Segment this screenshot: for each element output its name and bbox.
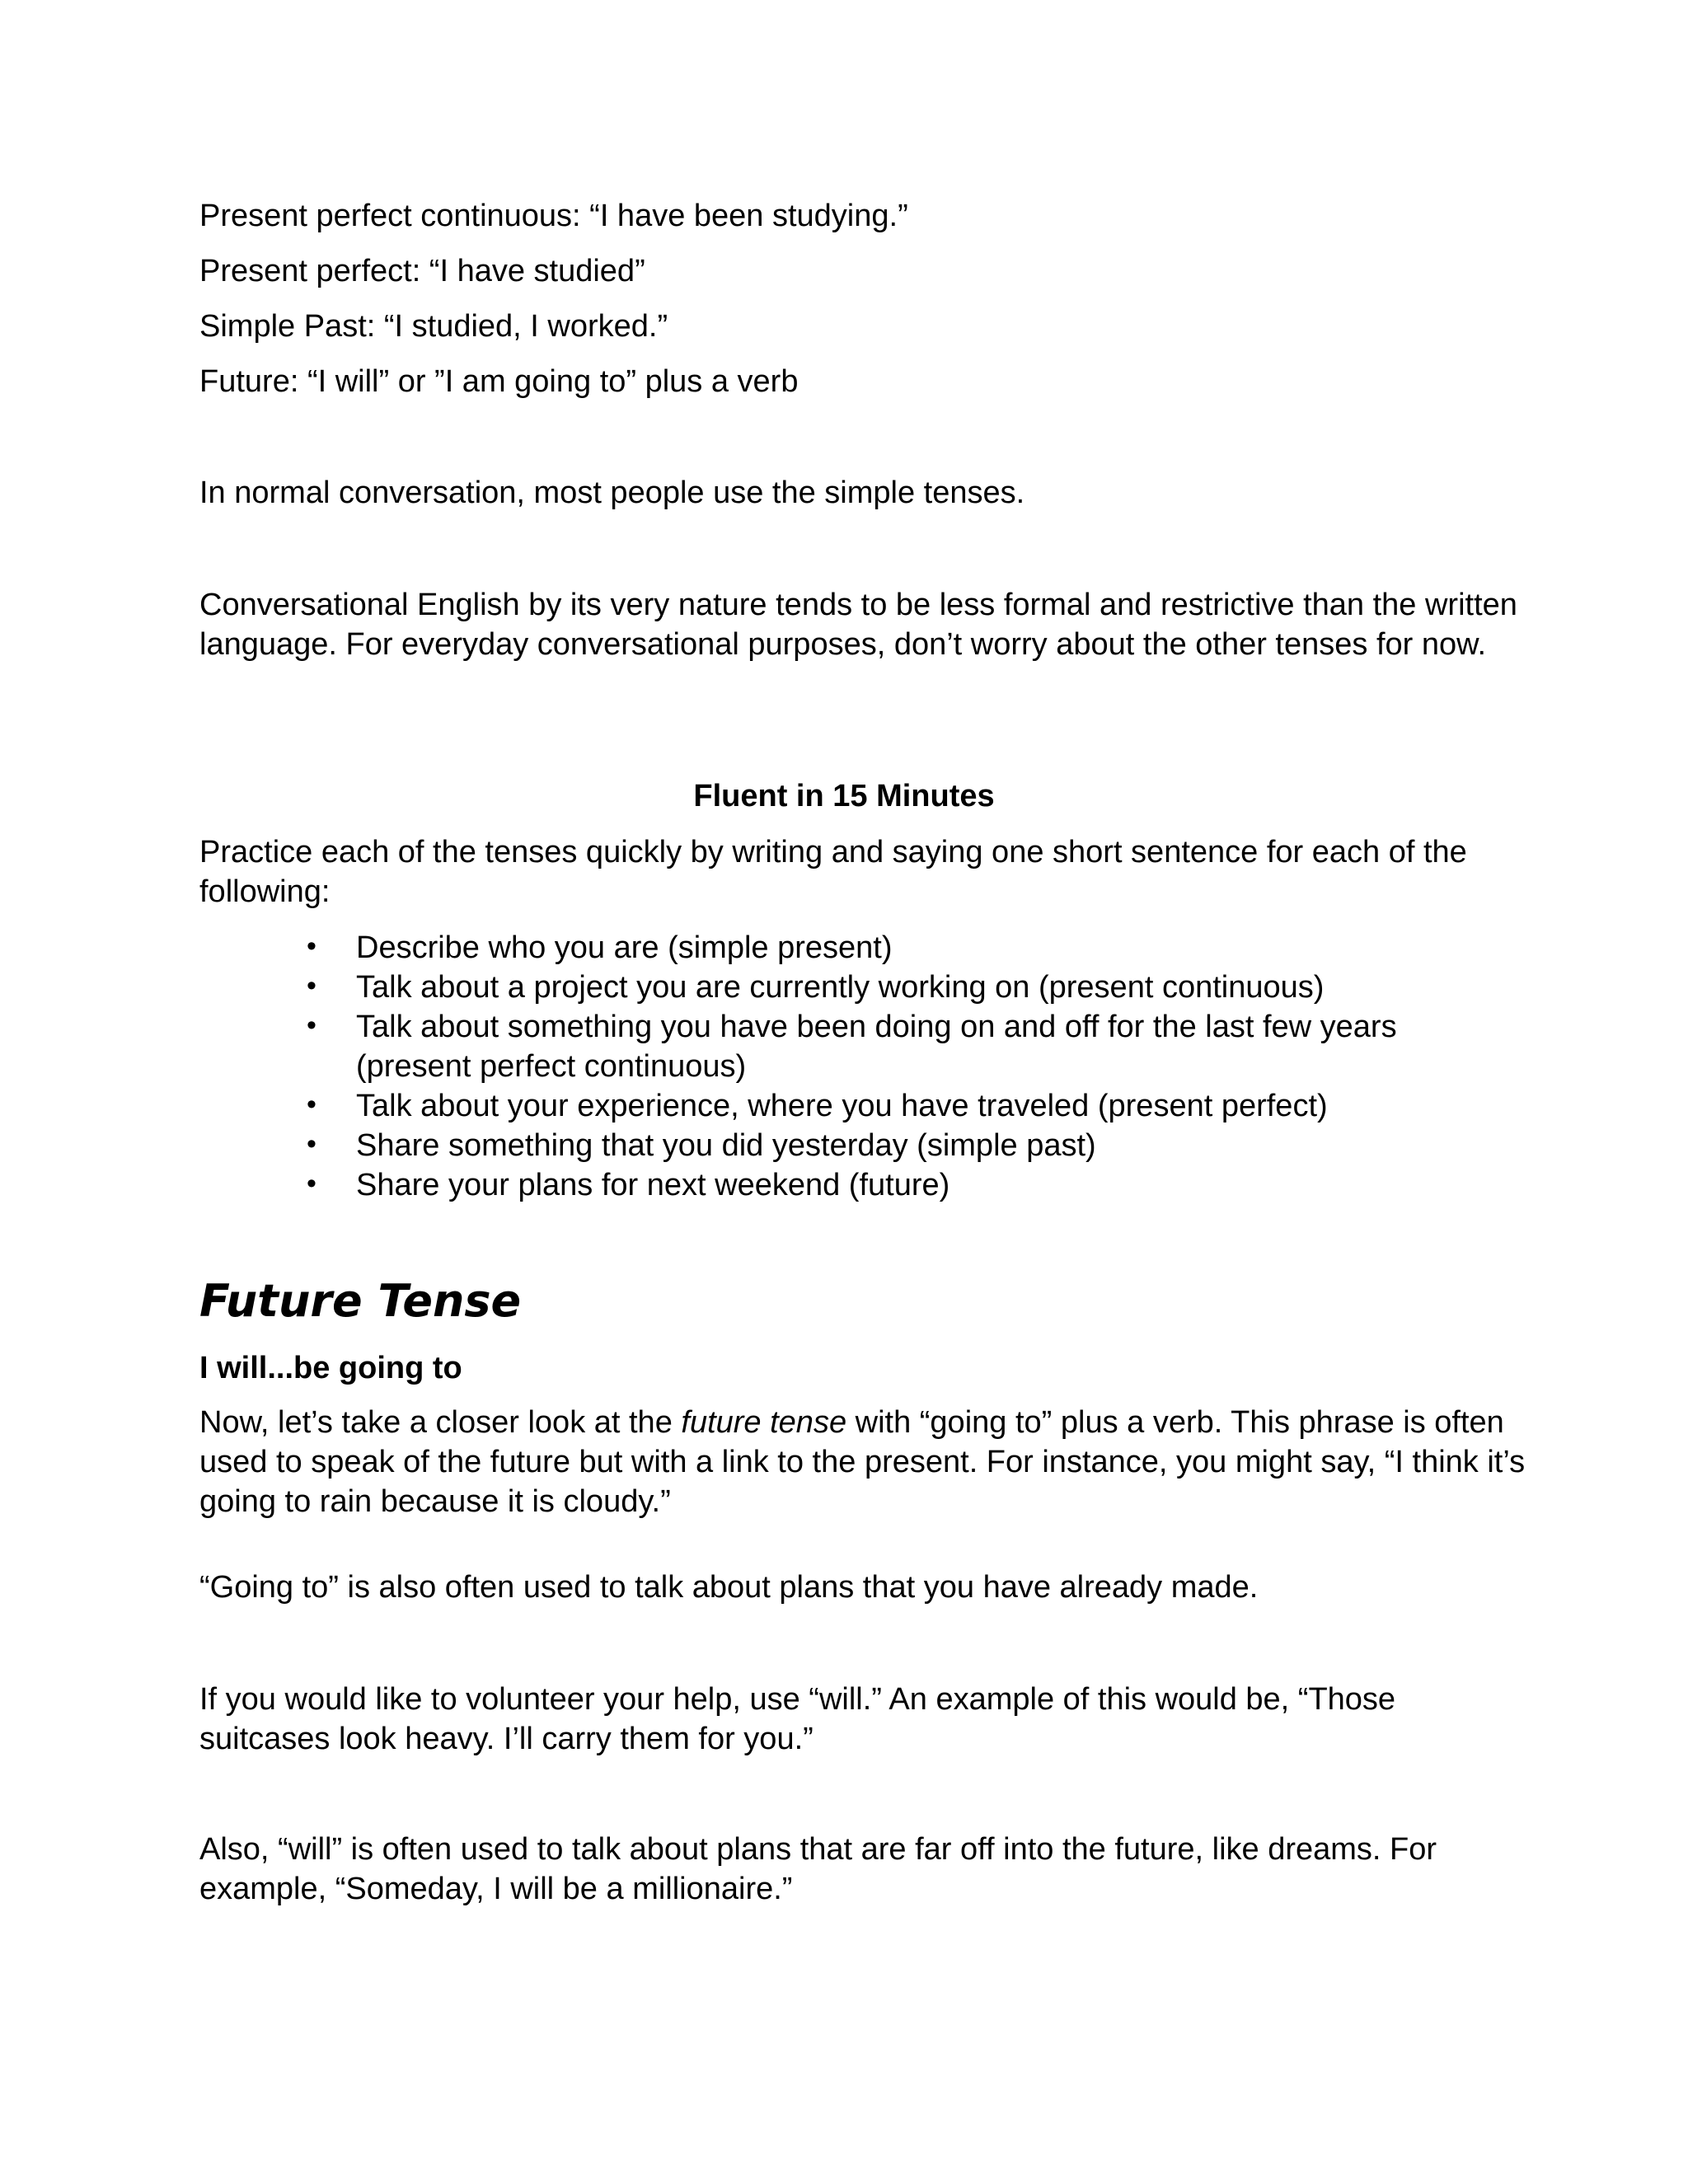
bullet-icon: • — [307, 930, 316, 962]
subheading-will-going-to: I will...be going to — [199, 1351, 462, 1385]
paragraph-text: with “going to” plus a verb. This phrase is often used to speak of the future but with a link to the present. For instance, you might say, “I think it’s going to rain because it is cloudy.” — [199, 1405, 1526, 1519]
section-title-future-tense: Future Tense — [199, 1275, 522, 1327]
bullet-icon: • — [307, 1010, 316, 1041]
list-item — [0, 1086, 1510, 1126]
future-tense-paragraph-2: “Going to” is also often used to talk about plans that you have already made. — [199, 1570, 1259, 1605]
emphasis-future-tense: future tense — [681, 1405, 847, 1440]
practice-bullet-list — [0, 928, 1688, 1205]
tense-example-future: Future: “I will” or ”I am going to” plus a verb — [199, 364, 799, 399]
practice-instructions: Practice each of the tenses quickly by writing and saying one short sentence for each of the following: — [199, 835, 1467, 909]
practice-heading: Fluent in 15 Minutes — [693, 779, 995, 813]
list-item — [0, 968, 1510, 1007]
future-tense-paragraph-3: If you would like to volunteer your help, use “will.” An example of this would be, “Those suitcases look heavy. I’ll carry them for you.” — [199, 1682, 1396, 1756]
list-item-text: Talk about something you have been doing on and off for the last few years (present perfect continuous) — [356, 1010, 1397, 1084]
list-item-text: Talk about your experience, where you have traveled (present perfect) — [356, 1089, 1328, 1123]
tense-example-present-perfect-continuous: Present perfect continuous: “I have been studying.” — [199, 199, 908, 233]
tense-example-present-perfect: Present perfect: “I have studied” — [199, 254, 645, 288]
bullet-icon: • — [307, 1089, 316, 1120]
list-item — [0, 928, 1510, 968]
simple-tenses-paragraph: In normal conversation, most people use the simple tenses. — [199, 476, 1025, 510]
list-item-text: Share something that you did yesterday (simple past) — [356, 1128, 1096, 1163]
tense-example-simple-past: Simple Past: “I studied, I worked.” — [199, 309, 668, 344]
list-item-text: Describe who you are (simple present) — [356, 930, 893, 965]
bullet-icon: • — [307, 1128, 316, 1160]
list-item-text: Share your plans for next weekend (future) — [356, 1168, 950, 1202]
conversational-english-paragraph: Conversational English by its very nature tends to be less formal and restrictive than the written language. For everyday conversational purposes, don’t worry about the other tenses for now. — [199, 588, 1517, 662]
bullet-icon: • — [307, 1168, 316, 1199]
list-item — [0, 1126, 1510, 1165]
bullet-icon: • — [307, 970, 316, 1001]
list-item-text: Talk about a project you are currently working on (present continuous) — [356, 970, 1325, 1005]
future-tense-paragraph-4: Also, “will” is often used to talk about plans that are far off into the future, like dreams. For example, “Someday, I will be a millionaire.” — [199, 1832, 1437, 1906]
list-item — [0, 1007, 1510, 1086]
future-tense-paragraph-1 — [199, 1403, 1535, 1521]
list-item — [0, 1165, 1510, 1205]
paragraph-text: Now, let’s take a closer look at the — [199, 1405, 682, 1440]
